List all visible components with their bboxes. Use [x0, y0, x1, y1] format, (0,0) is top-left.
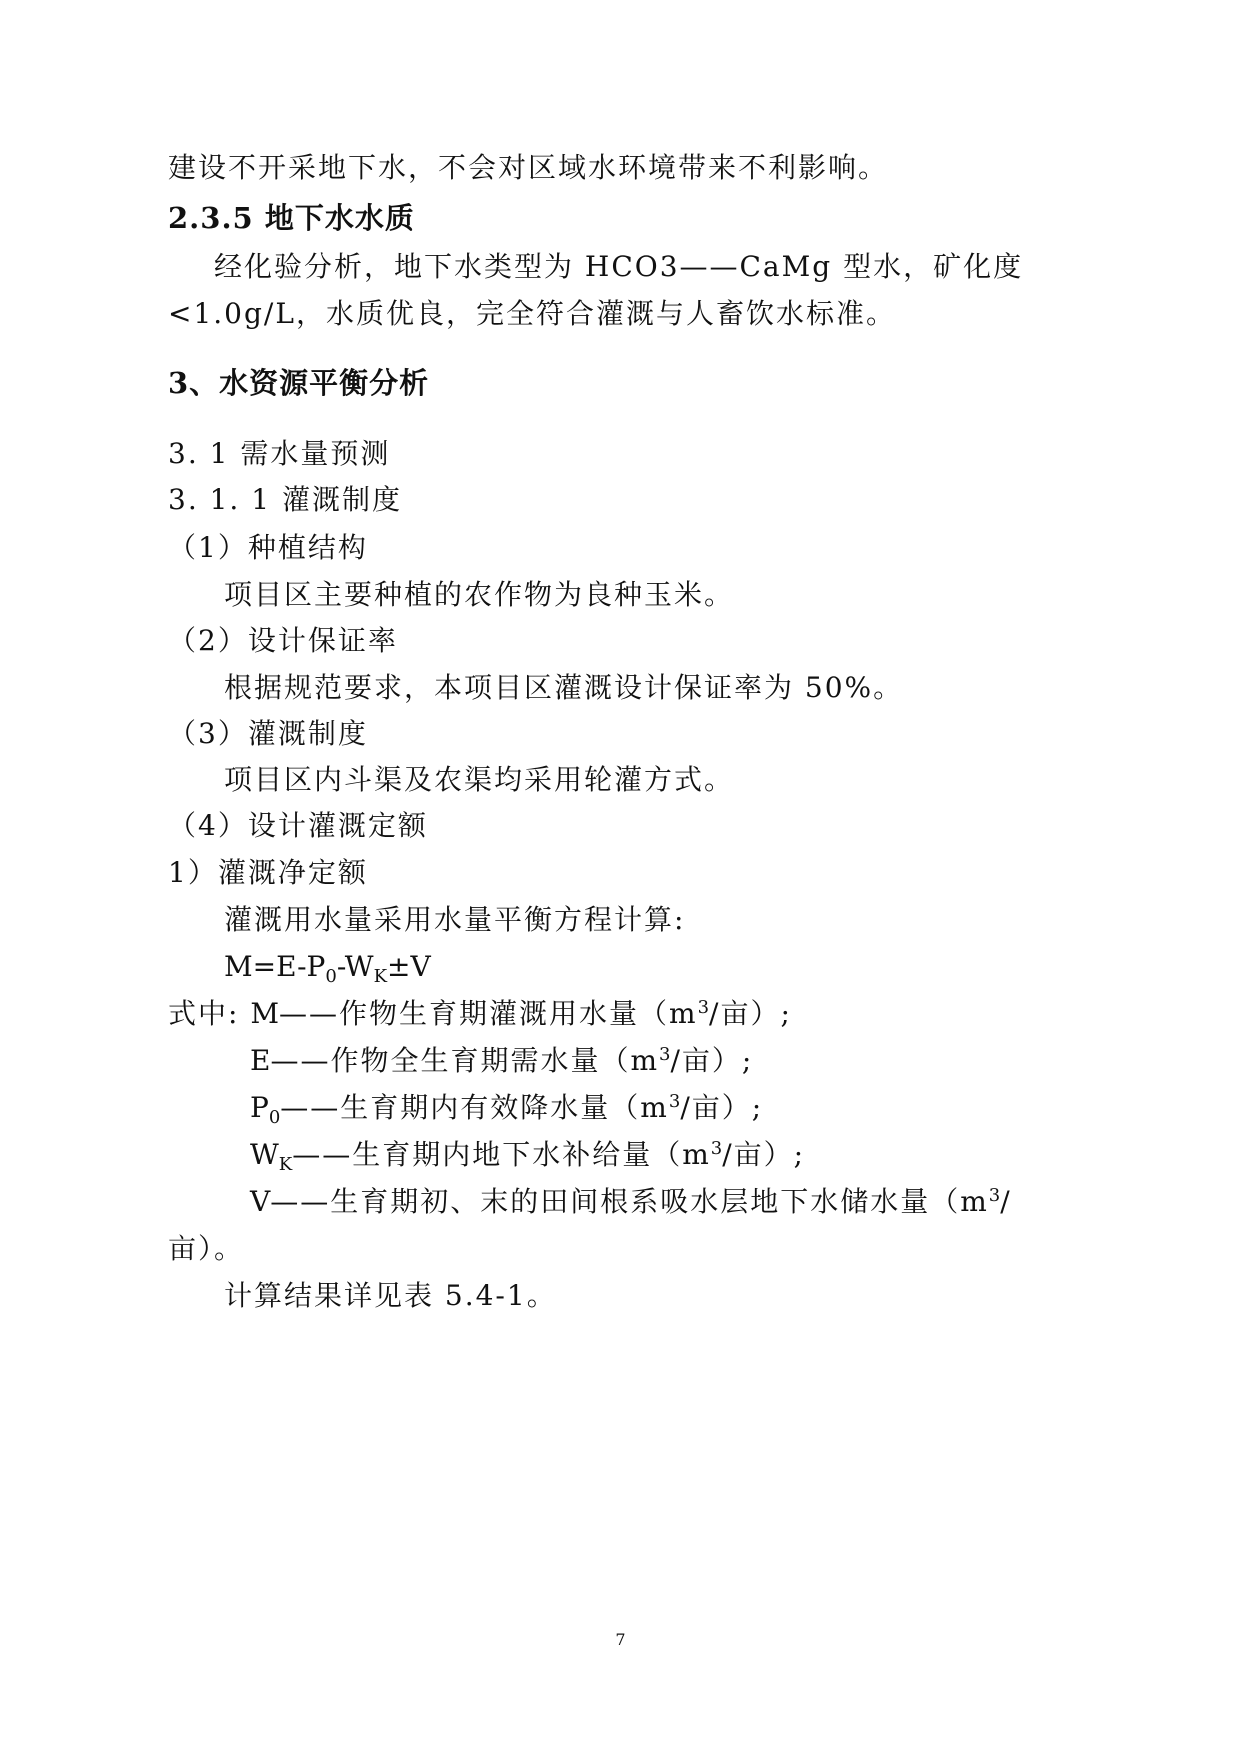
legend-prefix: 式中:: [168, 997, 240, 1030]
formula-intro: 灌溉用水量采用水量平衡方程计算:: [224, 903, 686, 936]
item-2-text: 根据规范要求，本项目区灌溉设计保证率为 50%。: [224, 671, 904, 704]
legend-p-sup: 3: [668, 1091, 681, 1112]
balance-formula: [224, 949, 431, 985]
legend-m-tail: /亩）;: [709, 997, 792, 1030]
result-reference: 计算结果详见表 5.4-1。: [224, 1279, 557, 1312]
subsection-3-1: 3. 1 需水量预测: [168, 437, 391, 470]
legend-v: [250, 1184, 1012, 1220]
legend-p-symbol: P: [250, 1091, 269, 1124]
item-2-title: （2）设计保证率: [168, 624, 398, 657]
legend-e-description: ——作物全生育期需水量（m: [270, 1044, 660, 1077]
legend-p0: [250, 1090, 763, 1126]
legend-p-tail: /亩）;: [680, 1091, 764, 1124]
formula-sub-0: 0: [325, 966, 337, 987]
legend-e-symbol: E: [250, 1044, 271, 1077]
item-1-title: （1）种植结构: [168, 531, 368, 564]
formula-part-a: M=E-P: [224, 950, 326, 983]
section-heading-2-3-5: 2.3.5 地下水水质: [168, 201, 415, 235]
legend-v-sup: 3: [988, 1185, 1001, 1206]
paragraph-continuation: 建设不开采地下水，不会对区域水环境带来不利影响。: [168, 151, 889, 184]
legend-e-sup: 3: [659, 1044, 671, 1065]
legend-v-tail: /: [1000, 1185, 1012, 1218]
legend-v-wrap: 亩）。: [168, 1232, 245, 1265]
legend-v-description: ——生育期初、末的田间根系吸水层地下水储水量（m: [270, 1185, 989, 1218]
legend-m-description: ——作物生育期灌溉用水量（m: [279, 997, 698, 1030]
legend-e: [250, 1043, 753, 1079]
legend-wk: [250, 1137, 805, 1173]
item-3-text: 项目区内斗渠及农渠均采用轮灌方式。: [224, 763, 735, 796]
legend-w-sub: K: [278, 1154, 293, 1175]
legend-m-sup: 3: [697, 997, 710, 1018]
formula-part-b: -W: [336, 950, 374, 983]
section-heading-3: 3、水资源平衡分析: [168, 366, 430, 400]
paragraph-water-quality-line-2: <1.0g/L，水质优良，完全符合灌溉与人畜饮水标准。: [168, 297, 896, 330]
paragraph-water-quality-line-1: 经化验分析，地下水类型为 HCO3——CaMg 型水，矿化度: [214, 250, 1024, 283]
legend-w-description: ——生育期内地下水补给量（m: [292, 1138, 711, 1171]
legend-w-sup: 3: [710, 1138, 723, 1159]
legend-w-tail: /亩）;: [722, 1138, 806, 1171]
page-number: 7: [615, 1630, 626, 1649]
formula-part-c: ±V: [387, 950, 431, 983]
item-4-title: （4）设计灌溉定额: [168, 809, 428, 842]
item-4-sub-1: 1）灌溉净定额: [168, 856, 368, 889]
legend-w-symbol: W: [250, 1138, 279, 1171]
legend-m-symbol: M: [250, 997, 280, 1030]
item-1-text: 项目区主要种植的农作物为良种玉米。: [224, 578, 735, 611]
legend-m: [168, 996, 792, 1032]
legend-v-symbol: V: [250, 1185, 271, 1218]
legend-p-description: ——生育期内有效降水量（m: [280, 1091, 669, 1124]
item-3-title: （3）灌溉制度: [168, 717, 368, 750]
subsection-3-1-1: 3. 1. 1 灌溉制度: [168, 483, 402, 516]
legend-p-sub: 0: [268, 1107, 281, 1128]
formula-sub-k: K: [373, 966, 388, 987]
legend-e-tail: /亩）;: [670, 1044, 754, 1077]
